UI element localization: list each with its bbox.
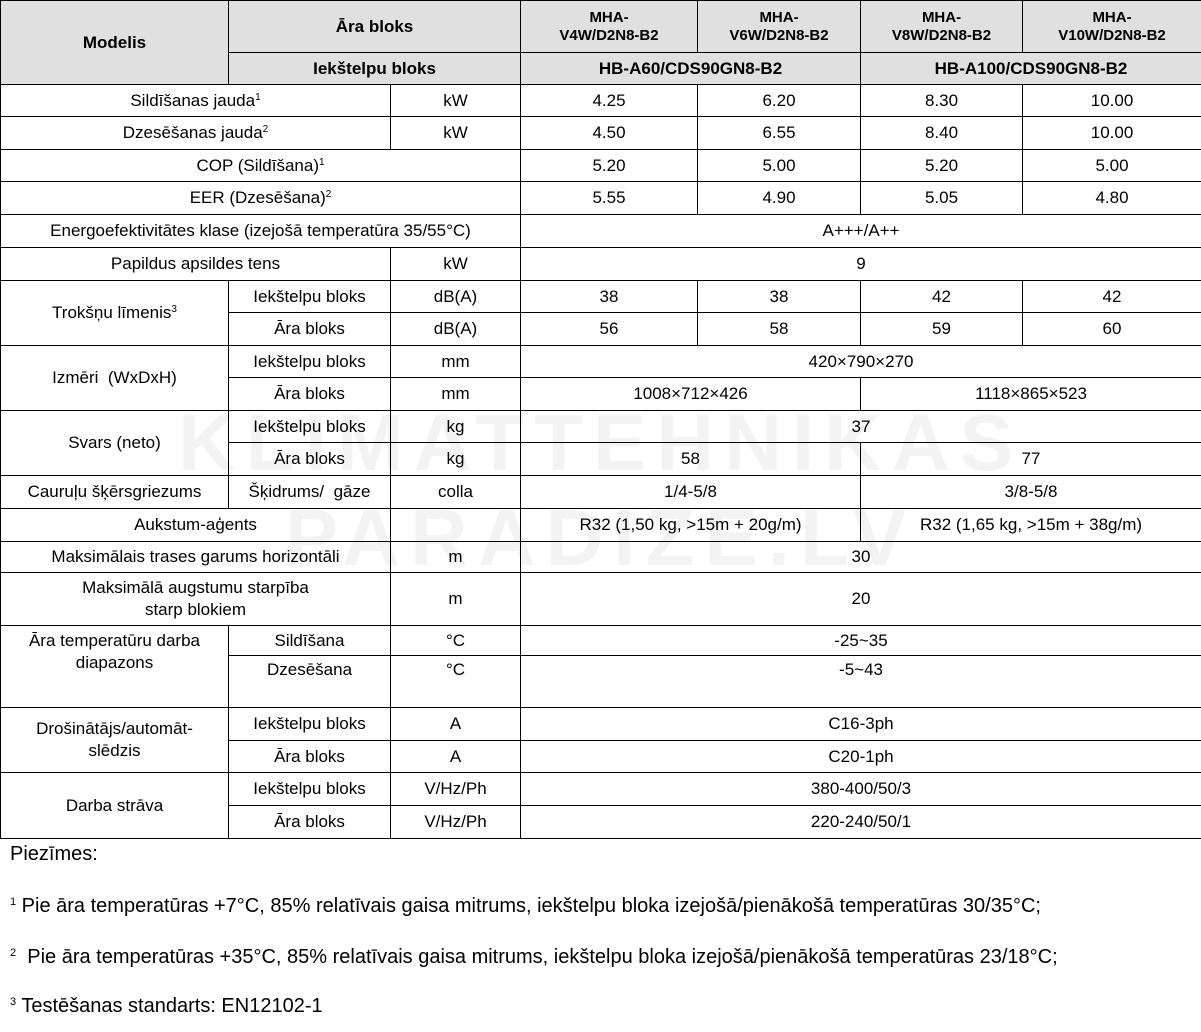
row-fuse-outdoor-unit: A <box>391 741 521 773</box>
row-current-indoor-unit: V/Hz/Ph <box>391 773 521 806</box>
row-weight-indoor-unit: kg <box>391 411 521 443</box>
cell-value: 380-400/50/3 <box>521 773 1201 806</box>
row-dims-outdoor-unit: mm <box>391 378 521 411</box>
row-pipes-sub: Šķidrums/ gāze <box>229 476 391 509</box>
row-max-length-unit: m <box>391 542 521 573</box>
row-max-height-label: Maksimālā augstumu starpība starp blokiem <box>1 573 391 626</box>
row-current-label: Darba strāva <box>1 773 229 839</box>
cell-value: 77 <box>861 443 1201 476</box>
cell-value: 4.25 <box>521 85 698 117</box>
cell-value: 58 <box>698 313 861 346</box>
header-modelis: Modelis <box>1 1 229 85</box>
row-heater-unit: kW <box>391 248 521 281</box>
row-refrigerant-unit <box>391 509 521 542</box>
cell-value: 5.05 <box>861 182 1023 215</box>
cell-value: 38 <box>698 281 861 313</box>
cell-value: R32 (1,65 kg, >15m + 38g/m) <box>861 509 1201 542</box>
row-fuse-indoor-unit: A <box>391 708 521 741</box>
cell-value: 1118×865×523 <box>861 378 1201 411</box>
cell-value: 6.55 <box>698 117 861 150</box>
row-weight-outdoor-unit: kg <box>391 443 521 476</box>
row-temp-cooling-label: Dzesēšana <box>229 656 391 708</box>
header-model-1: MHA- V4W/D2N8-B2 <box>521 1 698 53</box>
row-temp-heating-unit: °C <box>391 626 521 656</box>
row-noise-outdoor-label: Āra bloks <box>229 313 391 346</box>
cell-value: 420×790×270 <box>521 346 1201 378</box>
row-heating-unit: kW <box>391 85 521 117</box>
row-noise-outdoor-unit: dB(A) <box>391 313 521 346</box>
cell-value: -5~43 <box>521 656 1201 708</box>
row-energy-label: Energoefektivitātes klase (izejošā temperatūra 35/55°C) <box>1 215 521 248</box>
row-fuse-label: Drošinātājs/automāt-slēdzis <box>1 708 229 773</box>
row-dims-indoor-label: Iekštelpu bloks <box>229 346 391 378</box>
row-heating-label: Sildīšanas jauda$^1$ <box>1 85 391 117</box>
row-temp-cooling-unit: °C <box>391 656 521 708</box>
row-cop-label: COP (Sildīšana)$^1$ <box>1 150 521 182</box>
row-weight-label: Svars (neto) <box>1 411 229 476</box>
row-dims-outdoor-label: Āra bloks <box>229 378 391 411</box>
cell-value: 5.00 <box>698 150 861 182</box>
header-model-3: MHA- V8W/D2N8-B2 <box>861 1 1023 53</box>
header-iekstelpu-bloks: Iekštelpu bloks <box>229 53 521 85</box>
cell-value: 4.80 <box>1023 182 1201 215</box>
header-model-4: MHA- V10W/D2N8-B2 <box>1023 1 1201 53</box>
header-model-2: MHA- V6W/D2N8-B2 <box>698 1 861 53</box>
note-item: $^3$ Testēšanas standarts: EN12102-1 <box>10 995 323 1017</box>
row-max-height-unit: m <box>391 573 521 626</box>
row-noise-indoor-label: Iekštelpu bloks <box>229 281 391 313</box>
row-temp-heating-label: Sildīšana <box>229 626 391 656</box>
cell-value: 6.20 <box>698 85 861 117</box>
cell-value: -25~35 <box>521 626 1201 656</box>
note-item: $^2$ Pie āra temperatūras +35°C, 85% relatīvais gaisa mitrums, iekštelpu bloka izejošā/pienākošā temperatūras 23/18°C; <box>10 946 1058 968</box>
cell-value: C20-1ph <box>521 741 1201 773</box>
row-fuse-outdoor-label: Āra bloks <box>229 741 391 773</box>
row-noise-indoor-unit: dB(A) <box>391 281 521 313</box>
cell-value: 37 <box>521 411 1201 443</box>
row-dims-indoor-unit: mm <box>391 346 521 378</box>
cell-value: 59 <box>861 313 1023 346</box>
row-weight-outdoor-label: Āra bloks <box>229 443 391 476</box>
cell-value: 5.20 <box>861 150 1023 182</box>
cell-value: 42 <box>1023 281 1201 313</box>
row-heater-label: Papildus apsildes tens <box>1 248 391 281</box>
cell-value: 20 <box>521 573 1201 626</box>
cell-value: 58 <box>521 443 861 476</box>
row-dims-label: Izmēri (WxDxH) <box>1 346 229 411</box>
cell-value: 5.00 <box>1023 150 1201 182</box>
header-indoor-b: HB-A100/CDS90GN8-B2 <box>861 53 1201 85</box>
row-pipes-unit: colla <box>391 476 521 509</box>
cell-value: 5.55 <box>521 182 698 215</box>
cell-value: 10.00 <box>1023 117 1201 150</box>
cell-value: 8.40 <box>861 117 1023 150</box>
row-refrigerant-label: Aukstum-aģents <box>1 509 391 542</box>
cell-value: 5.20 <box>521 150 698 182</box>
row-cooling-label: Dzesēšanas jauda$^2$ <box>1 117 391 150</box>
row-pipes-label: Cauruļu šķērsgriezums <box>1 476 229 509</box>
cell-value: 8.30 <box>861 85 1023 117</box>
cell-value: 1/4-5/8 <box>521 476 861 509</box>
row-eer-label: EER (Dzesēšana)$^2$ <box>1 182 521 215</box>
cell-value: 9 <box>521 248 1201 281</box>
notes-title: Piezīmes: <box>10 843 98 865</box>
cell-value: A+++/A++ <box>521 215 1201 248</box>
cell-value: 60 <box>1023 313 1201 346</box>
row-noise-label: Trokšņu līmenis$^3$ <box>1 281 229 346</box>
note-item: $^1$ Pie āra temperatūras +7°C, 85% relatīvais gaisa mitrums, iekštelpu bloka izejošā/pienākošā temperatūras 30/35°C; <box>10 895 1041 917</box>
cell-value: 4.50 <box>521 117 698 150</box>
header-indoor-a: HB-A60/CDS90GN8-B2 <box>521 53 861 85</box>
row-current-outdoor-label: Āra bloks <box>229 806 391 839</box>
cell-value: 10.00 <box>1023 85 1201 117</box>
cell-value: 1008×712×426 <box>521 378 861 411</box>
row-cooling-unit: kW <box>391 117 521 150</box>
cell-value: 56 <box>521 313 698 346</box>
row-current-outdoor-unit: V/Hz/Ph <box>391 806 521 839</box>
row-max-length-label: Maksimālais trases garums horizontāli <box>1 542 391 573</box>
cell-value: 4.90 <box>698 182 861 215</box>
row-fuse-indoor-label: Iekštelpu bloks <box>229 708 391 741</box>
row-current-indoor-label: Iekštelpu bloks <box>229 773 391 806</box>
row-weight-indoor-label: Iekštelpu bloks <box>229 411 391 443</box>
cell-value: 220-240/50/1 <box>521 806 1201 839</box>
cell-value: 38 <box>521 281 698 313</box>
cell-value: 30 <box>521 542 1201 573</box>
cell-value: 3/8-5/8 <box>861 476 1201 509</box>
cell-value: R32 (1,50 kg, >15m + 20g/m) <box>521 509 861 542</box>
header-ara-bloks: Āra bloks <box>229 1 521 53</box>
row-temp-range-label: Āra temperatūru darba diapazons <box>1 626 229 708</box>
cell-value: C16-3ph <box>521 708 1201 741</box>
cell-value: 42 <box>861 281 1023 313</box>
